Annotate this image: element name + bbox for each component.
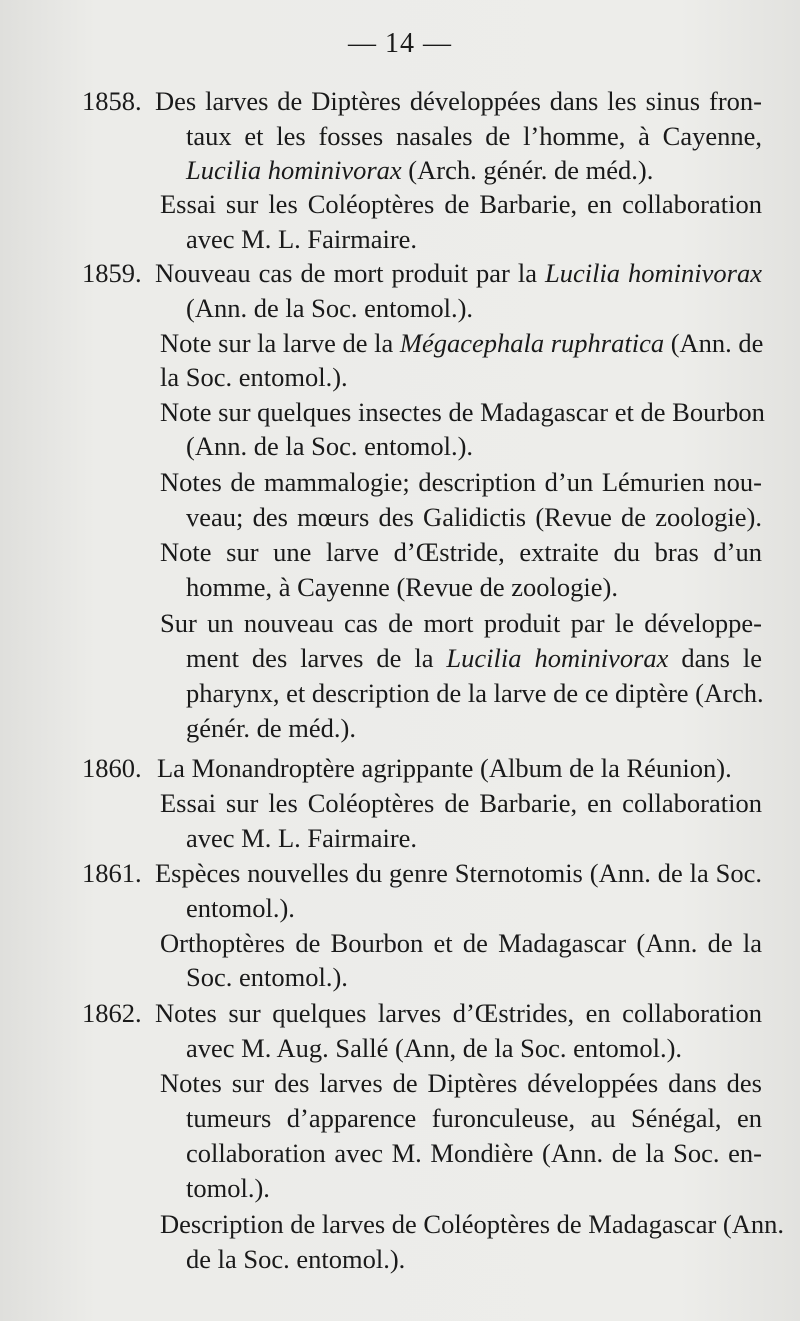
text-line: Description de larves de Coléoptères de Madagascar (Ann.: [160, 1209, 784, 1239]
text-line: collaboration avec M. Mondière (Ann. de la Soc. en-: [186, 1138, 762, 1168]
text-line: Notes sur des larves de Diptères développées dans des: [160, 1068, 762, 1098]
text-line: (Ann. de la Soc. entomol.).: [186, 431, 474, 461]
species-name: Lucilia hominivorax: [186, 155, 402, 185]
text-line: avec M. Aug. Sallé (Ann, de la Soc. entomol.).: [186, 1033, 683, 1063]
text-line: veau; des mœurs des Galidictis (Revue de zoologie).: [186, 502, 762, 532]
text-line: Orthoptères de Bourbon et de Madagascar (Ann. de la: [160, 928, 762, 958]
text-line: (Ann. de la Soc. entomol.).: [186, 293, 474, 323]
text-line: Espèces nouvelles du genre Sternotomis (Ann. de la Soc.: [155, 858, 762, 888]
text-line: homme, à Cayenne (Revue de zoologie).: [186, 572, 618, 602]
text-line: taux et les fosses nasales de l’homme, à Cayenne,: [186, 121, 762, 151]
text-line: entomol.).: [186, 893, 295, 923]
text-line: ment des larves de la Lucilia hominivorax dans le: [186, 643, 762, 673]
text-line: Notes de mammalogie; description d’un Lémurien nou-: [160, 467, 762, 497]
year-label: 1859.: [82, 258, 142, 288]
text-line: tumeurs d’apparence furonculeuse, au Sénégal, en: [186, 1103, 762, 1133]
text-line: Nouveau cas de mort produit par la Lucilia hominivorax: [155, 258, 762, 288]
year-label: 1858.: [82, 86, 142, 116]
text-line: Note sur la larve de la Mégacephala ruphratica (Ann. de: [160, 328, 764, 358]
text-line: de la Soc. entomol.).: [186, 1244, 406, 1274]
text-line: tomol.).: [186, 1173, 270, 1203]
text-line: avec M. L. Fairmaire.: [186, 224, 418, 254]
text-line: Des larves de Diptères développées dans les sinus fron-: [155, 86, 762, 116]
text-line: Note sur quelques insectes de Madagascar et de Bourbon: [160, 397, 765, 427]
species-name: Lucilia hominivorax: [446, 643, 669, 673]
species-name: Lucilia hominivorax: [544, 258, 762, 288]
text-line: Lucilia hominivorax (Arch. génér. de méd.).: [186, 155, 654, 185]
text-line: génér. de méd.).: [186, 713, 356, 743]
text-line: Essai sur les Coléoptères de Barbarie, en collaboration: [160, 788, 762, 818]
text-line: Notes sur quelques larves d’Œstrides, en collaboration: [155, 998, 762, 1028]
year-label: 1860.: [82, 753, 142, 783]
text-line: Sur un nouveau cas de mort produit par le développe-: [160, 608, 762, 638]
text-line: Soc. entomol.).: [186, 962, 348, 992]
text-line: Essai sur les Coléoptères de Barbarie, en collaboration: [160, 189, 762, 219]
year-label: 1862.: [82, 998, 142, 1028]
text-line: pharynx, et description de la larve de ce diptère (Arch.: [186, 678, 764, 708]
text-line: avec M. L. Fairmaire.: [186, 823, 418, 853]
text-line: la Soc. entomol.).: [160, 362, 348, 392]
text-line: La Monandroptère agrippante (Album de la Réunion).: [157, 753, 732, 783]
year-label: 1861.: [82, 858, 142, 888]
page-number: — 14 —: [348, 28, 452, 59]
text-line: Note sur une larve d’Œstride, extraite du bras d’un: [160, 537, 762, 567]
species-name: Mégacephala ruphratica: [399, 328, 665, 358]
